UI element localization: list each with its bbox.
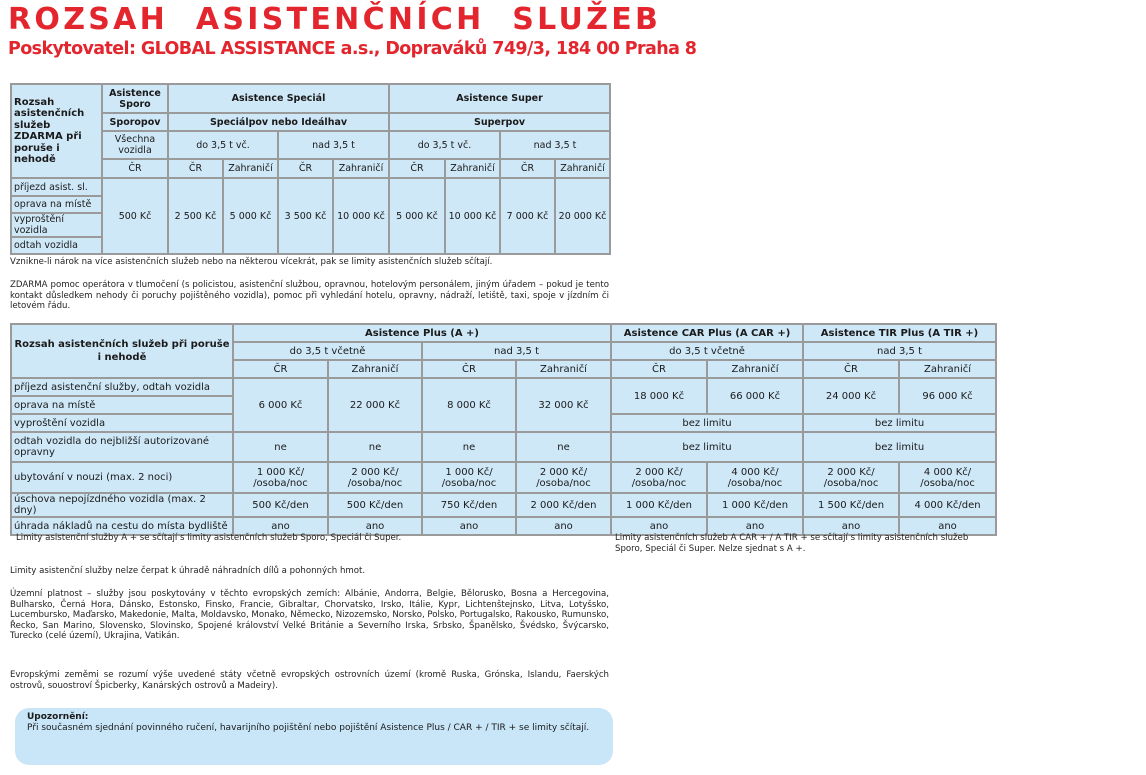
limit-cell: ano	[422, 517, 516, 535]
limit-cell	[328, 462, 422, 493]
limit-cell: bez limitu	[611, 414, 803, 432]
limit-cell: ano	[233, 517, 328, 535]
limit-cell: 5 000 Kč	[389, 178, 445, 254]
unit-line: /osoba/noc	[347, 477, 403, 489]
amount-line: 2 000 Kč/	[539, 466, 588, 478]
weight-header: do 3,5 t včetně	[233, 342, 422, 360]
limit-cell: 2 000 Kč/den	[516, 493, 611, 517]
unit-line: /osoba/noc	[631, 477, 687, 489]
free-operator-help-text: ZDARMA pomoc operátora v tlumočení (s policistou, asistenční službou, opravnou, hotelovým personálem, jiným úřadem – pokud je tento kontakt důsledkem nehody či poruchy pojištěného vozidla), pomoc při vyhledání hotelu, opravny, nádraží, letiště, taxi, spoje v jízdním či letovém řádu.	[10, 280, 609, 312]
product-header: Asistence TIR Plus (A TIR +)	[803, 324, 996, 342]
region-header: ČR	[233, 360, 328, 378]
product-header: Asistence Super	[389, 84, 610, 113]
region-header: Zahraničí	[555, 159, 610, 178]
limit-cell: 10 000 Kč	[333, 178, 389, 254]
limit-cell: 20 000 Kč	[555, 178, 610, 254]
table2-corner-header: Rozsah asistenčních služeb při poruše i nehodě	[11, 324, 233, 378]
weight-header: do 3,5 t vč.	[389, 131, 500, 159]
region-header: ČR	[422, 360, 516, 378]
limit-cell: 750 Kč/den	[422, 493, 516, 517]
provider-subtitle: Poskytovatel: GLOBAL ASSISTANCE a.s., Dopraváků 749/3, 184 00 Praha 8	[8, 39, 697, 59]
region-header: ČR	[278, 159, 333, 178]
unit-line: /osoba/noc	[536, 477, 591, 489]
amount-line: 2 000 Kč/	[635, 466, 683, 478]
region-header: Zahraničí	[445, 159, 500, 178]
weight-header: nad 3,5 t	[278, 131, 389, 159]
limit-cell	[803, 462, 899, 493]
weight-header: nad 3,5 t	[803, 342, 996, 360]
limit-cell: ne	[516, 432, 611, 462]
service-label: odtah vozidla	[11, 237, 102, 254]
variant-header: Superpov	[389, 113, 610, 131]
service-label: příjezd asistenční služby, odtah vozidla	[11, 378, 233, 396]
limit-cell: 24 000 Kč	[803, 378, 899, 414]
amount-line: 2 000 Kč/	[351, 466, 399, 478]
parts-fuel-note: Limity asistenční služby nelze čerpat k úhradě náhradních dílů a pohonných hmot.	[10, 566, 366, 576]
limit-cell: 3 500 Kč	[278, 178, 333, 254]
region-header: ČR	[102, 159, 168, 178]
service-label: odtah vozidla do nejbližší autorizované opravny	[11, 432, 233, 462]
limit-cell: 500 Kč/den	[233, 493, 328, 517]
limit-cell: bez limitu	[611, 432, 803, 462]
service-label: úhrada nákladů na cestu do místa bydliště	[11, 517, 233, 535]
limit-cell: bez limitu	[803, 414, 996, 432]
european-countries-text: Evropskými zeměmi se rozumí výše uvedené státy včetně evropských ostrovních území (kromě Ruska, Grónska, Islandu, Faerských ostrovů, souostroví Špicberky, Kanárských ostrovů a Madeiry).	[10, 670, 609, 691]
limit-cell: 22 000 Kč	[328, 378, 422, 432]
limit-cell	[899, 462, 996, 493]
unit-line: /osoba/noc	[823, 477, 879, 489]
limit-cell: ano	[611, 517, 707, 535]
limit-cell: 2 500 Kč	[168, 178, 223, 254]
page-title: ROZSAH ASISTENČNÍCH SLUŽEB	[8, 2, 662, 37]
limit-cell	[516, 462, 611, 493]
service-label: úschova nepojízdného vozidla (max. 2 dny)	[11, 493, 233, 517]
service-label: ubytování v nouzi (max. 2 noci)	[11, 462, 233, 493]
service-label: příjezd asist. sl.	[11, 178, 102, 196]
limit-cell: bez limitu	[803, 432, 996, 462]
notice-heading: Upozornění:	[27, 712, 89, 722]
service-label: vyproštění vozidla	[11, 213, 102, 237]
limit-cell: 4 000 Kč/den	[899, 493, 996, 517]
limit-cell: ano	[328, 517, 422, 535]
region-header: ČR	[611, 360, 707, 378]
weight-header: do 3,5 t vč.	[168, 131, 278, 159]
paid-services-table	[10, 323, 997, 536]
variant-header: Speciálpov nebo Ideálhav	[168, 113, 389, 131]
amount-line: 2 000 Kč/	[827, 466, 875, 478]
region-header: ČR	[803, 360, 899, 378]
service-label: oprava na místě	[11, 396, 233, 414]
amount-line: 4 000 Kč/	[923, 466, 972, 478]
limit-cell: ne	[233, 432, 328, 462]
limit-cell: 10 000 Kč	[445, 178, 500, 254]
region-header: Zahraničí	[333, 159, 389, 178]
region-header: Zahraničí	[516, 360, 611, 378]
amount-line: 1 000 Kč/	[256, 466, 305, 478]
unit-line: /osoba/noc	[727, 477, 783, 489]
notice-body: Při současném sjednání povinného ručení, havarijního pojištění nebo pojištění Asistence Plus / CAR + / TIR + se limity sčítají.	[27, 723, 590, 734]
region-header: ČR	[389, 159, 445, 178]
product-header: Asistence CAR Plus (A CAR +)	[611, 324, 803, 342]
summation-note: Vznikne-li nárok na více asistenčních služeb nebo na některou vícekrát, pak se limity asistenčních služeb sčítají.	[10, 257, 493, 267]
unit-line: /osoba/noc	[441, 477, 497, 489]
region-header: Zahraničí	[328, 360, 422, 378]
limit-cell: 8 000 Kč	[422, 378, 516, 432]
free-services-table	[10, 83, 611, 255]
limit-cell	[422, 462, 516, 493]
region-header: Zahraničí	[899, 360, 996, 378]
weight-header: Všechna vozidla	[102, 131, 168, 159]
product-header: Asistence Speciál	[168, 84, 389, 113]
service-label: vyproštění vozidla	[11, 414, 233, 432]
territorial-validity-text: Územní platnost – služby jsou poskytovány v těchto evropských zemích: Albánie, Andorra, Belgie, Bělorusko, Bosna a Hercegovina, Bulharsko, Černá Hora, Dánsko, Estonsko, Finsko, Francie, Gibraltar, Chorvatsko, Irsko, Itálie, Kypr, Lichtenštejnsko, Litva, Lotyšsko, Lucembursko, Maďarsko, Makedonie, Malta, Moldavsko, Monako, Německo, Nizozemsko, Norsko, Polsko, Portugalsko, Rakousko, Rumunsko, Řecko, San Marino, Slovensko, Slovinsko, Spojené království Velké Británie a Severního Irska, Srbsko, Španělsko, Švédsko, Švýcarsko, Turecko (celé území), Ukrajina, Vatikán.	[10, 589, 609, 642]
limit-cell: 66 000 Kč	[707, 378, 803, 414]
limit-cell	[611, 462, 707, 493]
limit-cell: 1 000 Kč/den	[707, 493, 803, 517]
weight-header: nad 3,5 t	[422, 342, 611, 360]
limit-cell: 18 000 Kč	[611, 378, 707, 414]
table1-corner-header: Rozsah asistenčních služeb ZDARMA při poruše i nehodě	[11, 84, 102, 178]
limit-cell: 5 000 Kč	[223, 178, 278, 254]
limit-cell: 7 000 Kč	[500, 178, 555, 254]
unit-line: /osoba/noc	[920, 477, 975, 489]
limit-cell	[707, 462, 803, 493]
limit-cell: 500 Kč	[102, 178, 168, 254]
limit-cell: 1 500 Kč/den	[803, 493, 899, 517]
variant-header: Sporopov	[102, 113, 168, 131]
service-label: oprava na místě	[11, 196, 102, 213]
weight-header: nad 3,5 t	[500, 131, 610, 159]
limit-cell: 1 000 Kč/den	[611, 493, 707, 517]
limit-cell	[233, 462, 328, 493]
product-header: Asistence Sporo	[102, 84, 168, 113]
limit-cell: ano	[899, 517, 996, 535]
limit-cell: ano	[803, 517, 899, 535]
limit-cell: ano	[516, 517, 611, 535]
notice-box	[15, 708, 613, 765]
a-plus-note: Limity asistenční služby A + se sčítají s limity asistenčních služeb Sporo, Speciál či Super.	[16, 533, 402, 543]
product-header: Asistence Plus (A +)	[233, 324, 611, 342]
amount-line: 4 000 Kč/	[731, 466, 779, 478]
unit-line: /osoba/noc	[253, 477, 308, 489]
weight-header: do 3,5 t včetně	[611, 342, 803, 360]
limit-cell: ano	[707, 517, 803, 535]
limit-cell: ne	[328, 432, 422, 462]
limit-cell: 96 000 Kč	[899, 378, 996, 414]
region-header: ČR	[168, 159, 223, 178]
region-header: ČR	[500, 159, 555, 178]
car-tir-note: Limity asistenčních služeb A CAR + / A TIR + se sčítají s limity asistenčních služeb Sporo, Speciál či Super. Nelze sjednat s A +.	[615, 533, 969, 554]
region-header: Zahraničí	[223, 159, 278, 178]
amount-line: 1 000 Kč/	[445, 466, 493, 478]
limit-cell: 6 000 Kč	[233, 378, 328, 432]
limit-cell: 500 Kč/den	[328, 493, 422, 517]
limit-cell: 32 000 Kč	[516, 378, 611, 432]
region-header: Zahraničí	[707, 360, 803, 378]
limit-cell: ne	[422, 432, 516, 462]
